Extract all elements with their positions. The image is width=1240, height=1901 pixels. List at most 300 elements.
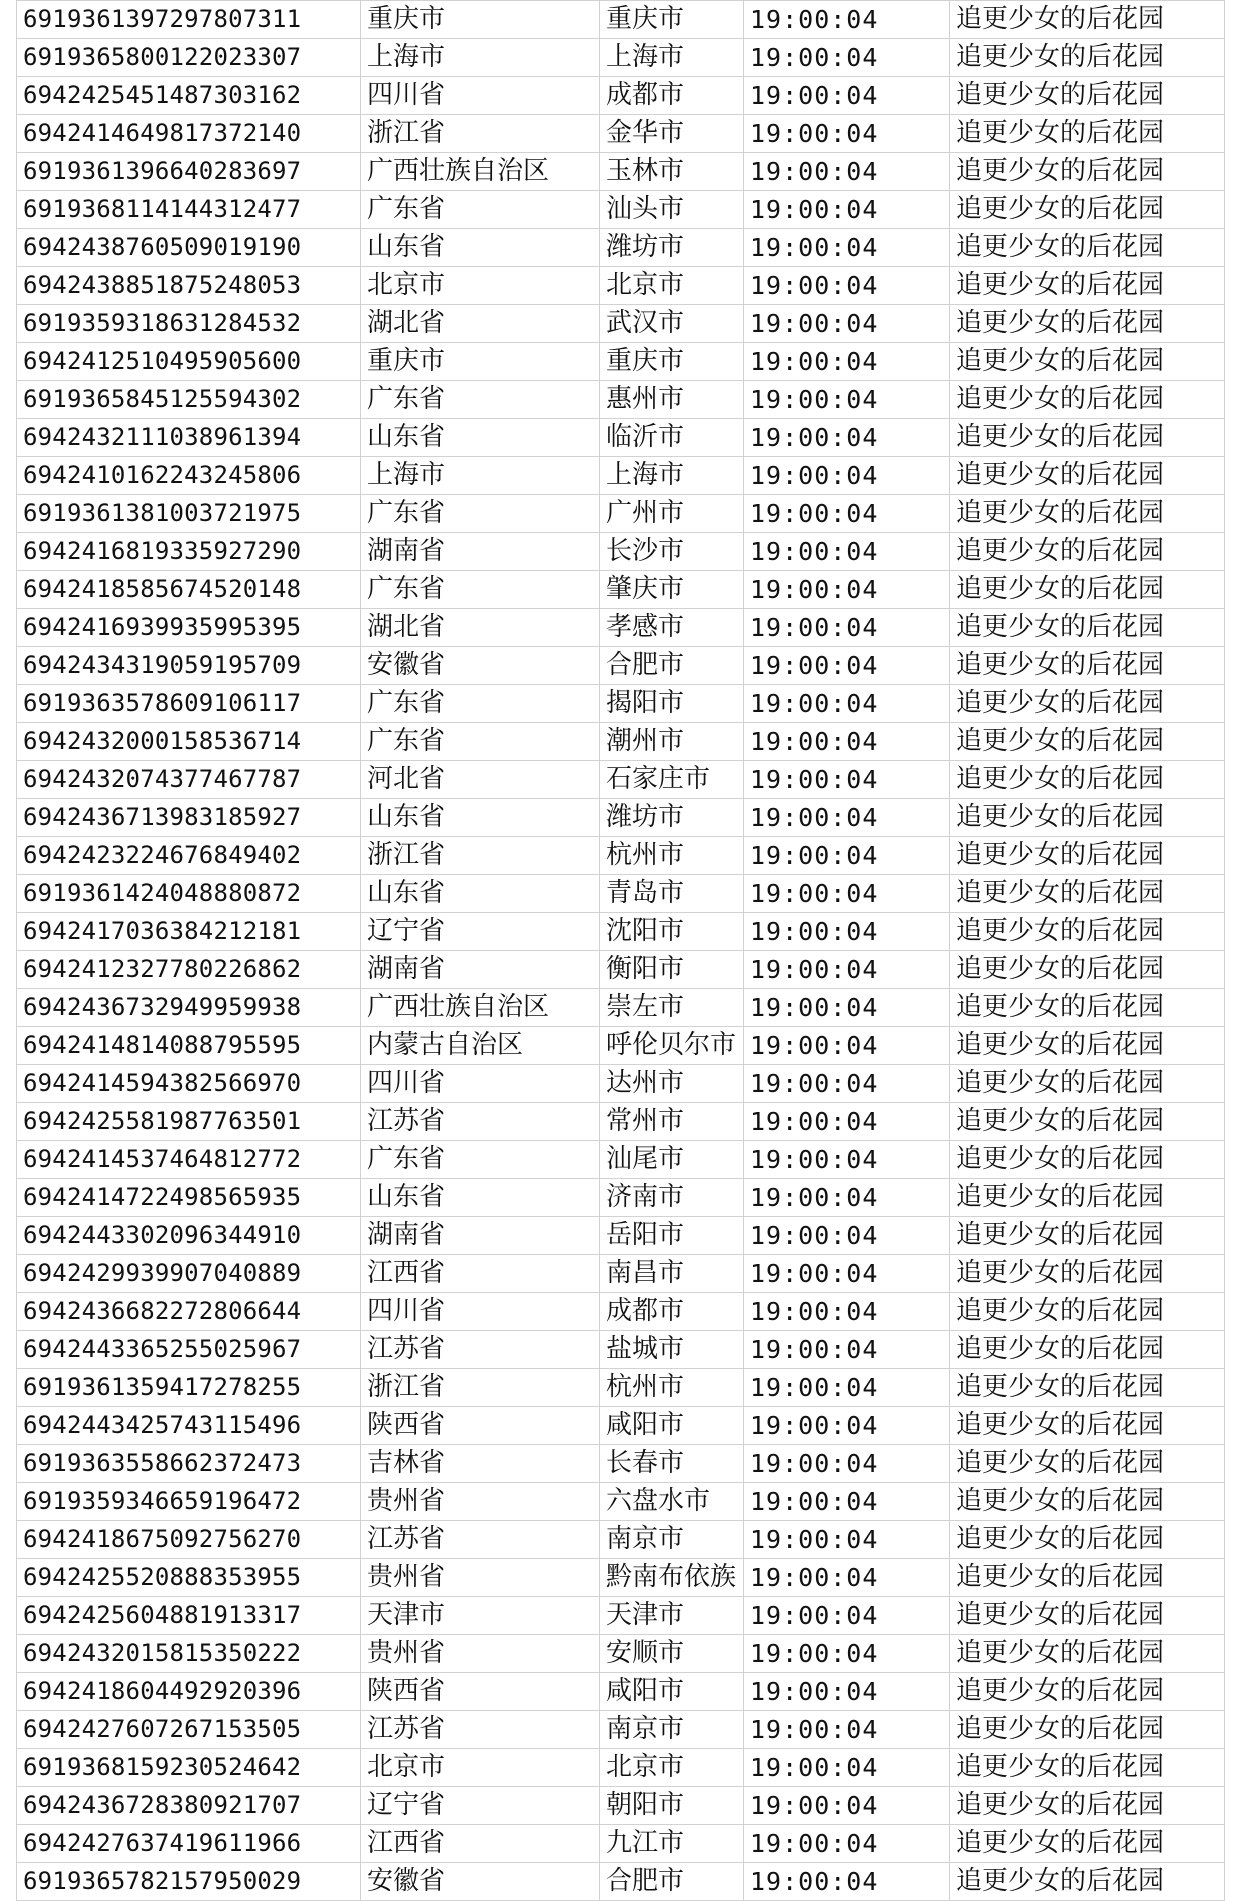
city-cell[interactable]: 南昌市 xyxy=(600,1255,744,1293)
table-row xyxy=(17,1217,1225,1255)
table-row xyxy=(17,191,1225,229)
name-cell[interactable]: 追更少女的后花园 xyxy=(950,1407,1225,1445)
province-cell[interactable]: 江西省 xyxy=(361,1255,600,1293)
city-cell[interactable]: 广州市 xyxy=(600,495,744,533)
name-cell[interactable]: 追更少女的后花园 xyxy=(950,1749,1225,1787)
id-cell[interactable]: 6942412327780226862 xyxy=(17,951,361,989)
time-cell[interactable]: 19:00:04 xyxy=(744,1749,950,1787)
city-cell[interactable]: 潍坊市 xyxy=(600,799,744,837)
time-cell[interactable]: 19:00:04 xyxy=(744,305,950,343)
city-cell[interactable]: 成都市 xyxy=(600,77,744,115)
time-cell[interactable]: 19:00:04 xyxy=(744,1635,950,1673)
city-cell[interactable]: 岳阳市 xyxy=(600,1217,744,1255)
table-row xyxy=(17,533,1225,571)
id-cell[interactable]: 6942410162243245806 xyxy=(17,457,361,495)
name-cell[interactable]: 追更少女的后花园 xyxy=(950,533,1225,571)
time-cell[interactable]: 19:00:04 xyxy=(744,1331,950,1369)
time-cell[interactable]: 19:00:04 xyxy=(744,1103,950,1141)
city-cell[interactable]: 咸阳市 xyxy=(600,1673,744,1711)
id-cell[interactable]: 6942425581987763501 xyxy=(17,1103,361,1141)
city-cell[interactable]: 长沙市 xyxy=(600,533,744,571)
time-cell[interactable]: 19:00:04 xyxy=(744,1141,950,1179)
time-cell[interactable]: 19:00:04 xyxy=(744,1597,950,1635)
table-row xyxy=(17,1027,1225,1065)
id-cell[interactable]: 6942416819335927290 xyxy=(17,533,361,571)
time-cell[interactable]: 19:00:04 xyxy=(744,571,950,609)
province-cell[interactable]: 湖北省 xyxy=(361,305,600,343)
id-cell[interactable]: 6942425604881913317 xyxy=(17,1597,361,1635)
province-cell[interactable]: 湖南省 xyxy=(361,951,600,989)
table-row xyxy=(17,1141,1225,1179)
id-cell[interactable]: 6942414537464812772 xyxy=(17,1141,361,1179)
province-cell[interactable]: 山东省 xyxy=(361,229,600,267)
time-cell[interactable]: 19:00:04 xyxy=(744,609,950,647)
id-cell[interactable]: 6919361424048880872 xyxy=(17,875,361,913)
id-cell[interactable]: 6942427607267153505 xyxy=(17,1711,361,1749)
province-cell[interactable]: 湖南省 xyxy=(361,1217,600,1255)
city-cell[interactable]: 北京市 xyxy=(600,267,744,305)
time-cell[interactable]: 19:00:04 xyxy=(744,343,950,381)
city-cell[interactable]: 重庆市 xyxy=(600,1,744,39)
id-cell[interactable]: 6919359346659196472 xyxy=(17,1483,361,1521)
id-cell[interactable]: 6942414814088795595 xyxy=(17,1027,361,1065)
id-cell[interactable]: 6942436728380921707 xyxy=(17,1787,361,1825)
name-cell[interactable]: 追更少女的后花园 xyxy=(950,115,1225,153)
province-cell[interactable]: 广东省 xyxy=(361,495,600,533)
table-body xyxy=(17,1,1225,1901)
city-cell[interactable]: 肇庆市 xyxy=(600,571,744,609)
id-cell[interactable]: 6942423224676849402 xyxy=(17,837,361,875)
name-cell[interactable]: 追更少女的后花园 xyxy=(950,1787,1225,1825)
id-cell[interactable]: 6942432015815350222 xyxy=(17,1635,361,1673)
name-cell[interactable]: 追更少女的后花园 xyxy=(950,1673,1225,1711)
province-cell[interactable]: 浙江省 xyxy=(361,115,600,153)
name-cell[interactable]: 追更少女的后花园 xyxy=(950,875,1225,913)
time-cell[interactable]: 19:00:04 xyxy=(744,457,950,495)
id-cell[interactable]: 6919368159230524642 xyxy=(17,1749,361,1787)
table-row xyxy=(17,1103,1225,1141)
province-cell[interactable]: 广东省 xyxy=(361,723,600,761)
city-cell[interactable]: 武汉市 xyxy=(600,305,744,343)
city-cell[interactable]: 朝阳市 xyxy=(600,1787,744,1825)
city-cell[interactable]: 安顺市 xyxy=(600,1635,744,1673)
name-cell[interactable]: 追更少女的后花园 xyxy=(950,723,1225,761)
name-cell[interactable]: 追更少女的后花园 xyxy=(950,1179,1225,1217)
id-cell[interactable]: 6942418675092756270 xyxy=(17,1521,361,1559)
province-cell[interactable]: 内蒙古自治区 xyxy=(361,1027,600,1065)
table-row xyxy=(17,267,1225,305)
table-row xyxy=(17,989,1225,1027)
city-cell[interactable]: 杭州市 xyxy=(600,837,744,875)
city-cell[interactable]: 孝感市 xyxy=(600,609,744,647)
province-cell[interactable]: 上海市 xyxy=(361,457,600,495)
name-cell[interactable]: 追更少女的后花园 xyxy=(950,1027,1225,1065)
time-cell[interactable]: 19:00:04 xyxy=(744,1217,950,1255)
table-row xyxy=(17,1787,1225,1825)
table-row xyxy=(17,305,1225,343)
time-cell[interactable]: 19:00:04 xyxy=(744,1825,950,1863)
province-cell[interactable]: 重庆市 xyxy=(361,343,600,381)
table-row xyxy=(17,609,1225,647)
id-cell[interactable]: 6919361381003721975 xyxy=(17,495,361,533)
city-cell[interactable]: 九江市 xyxy=(600,1825,744,1863)
time-cell[interactable]: 19:00:04 xyxy=(744,1673,950,1711)
name-cell[interactable]: 追更少女的后花园 xyxy=(950,381,1225,419)
name-cell[interactable]: 追更少女的后花园 xyxy=(950,609,1225,647)
province-cell[interactable]: 陕西省 xyxy=(361,1673,600,1711)
name-cell[interactable]: 追更少女的后花园 xyxy=(950,1141,1225,1179)
id-cell[interactable]: 6942416939935995395 xyxy=(17,609,361,647)
table-row xyxy=(17,153,1225,191)
name-cell[interactable]: 追更少女的后花园 xyxy=(950,837,1225,875)
time-cell[interactable]: 19:00:04 xyxy=(744,1521,950,1559)
table-row xyxy=(17,419,1225,457)
province-cell[interactable]: 广东省 xyxy=(361,381,600,419)
data-table xyxy=(16,0,1225,1901)
time-cell[interactable]: 19:00:04 xyxy=(744,419,950,457)
id-cell[interactable]: 6919361359417278255 xyxy=(17,1369,361,1407)
id-cell[interactable]: 6919361396640283697 xyxy=(17,153,361,191)
name-cell[interactable]: 追更少女的后花园 xyxy=(950,1711,1225,1749)
table-row xyxy=(17,685,1225,723)
city-cell[interactable]: 合肥市 xyxy=(600,647,744,685)
time-cell[interactable]: 19:00:04 xyxy=(744,191,950,229)
province-cell[interactable]: 四川省 xyxy=(361,1065,600,1103)
name-cell[interactable]: 追更少女的后花园 xyxy=(950,1369,1225,1407)
table-row xyxy=(17,1521,1225,1559)
table-row xyxy=(17,1331,1225,1369)
table-row xyxy=(17,837,1225,875)
province-cell[interactable]: 辽宁省 xyxy=(361,913,600,951)
table-row xyxy=(17,1635,1225,1673)
city-cell[interactable]: 杭州市 xyxy=(600,1369,744,1407)
province-cell[interactable]: 陕西省 xyxy=(361,1407,600,1445)
province-cell[interactable]: 北京市 xyxy=(361,1749,600,1787)
time-cell[interactable]: 19:00:04 xyxy=(744,1179,950,1217)
table-row xyxy=(17,1065,1225,1103)
time-cell[interactable]: 19:00:04 xyxy=(744,951,950,989)
id-cell[interactable]: 6942425451487303162 xyxy=(17,77,361,115)
table-row xyxy=(17,761,1225,799)
table-row xyxy=(17,1673,1225,1711)
name-cell[interactable]: 追更少女的后花园 xyxy=(950,761,1225,799)
name-cell[interactable]: 追更少女的后花园 xyxy=(950,1559,1225,1597)
table-row xyxy=(17,1559,1225,1597)
name-cell[interactable]: 追更少女的后花园 xyxy=(950,1521,1225,1559)
name-cell[interactable]: 追更少女的后花园 xyxy=(950,305,1225,343)
city-cell[interactable]: 呼伦贝尔市 xyxy=(600,1027,744,1065)
table-row xyxy=(17,1255,1225,1293)
time-cell[interactable]: 19:00:04 xyxy=(744,989,950,1027)
province-cell[interactable]: 北京市 xyxy=(361,267,600,305)
time-cell[interactable]: 19:00:04 xyxy=(744,1293,950,1331)
id-cell[interactable]: 6942432074377467787 xyxy=(17,761,361,799)
city-cell[interactable]: 潮州市 xyxy=(600,723,744,761)
id-cell[interactable]: 6942414649817372140 xyxy=(17,115,361,153)
time-cell[interactable]: 19:00:04 xyxy=(744,1369,950,1407)
id-cell[interactable]: 6919359318631284532 xyxy=(17,305,361,343)
city-cell[interactable]: 衡阳市 xyxy=(600,951,744,989)
time-cell[interactable]: 19:00:04 xyxy=(744,799,950,837)
table-row xyxy=(17,951,1225,989)
province-cell[interactable]: 江苏省 xyxy=(361,1331,600,1369)
id-cell[interactable]: 6919365800122023307 xyxy=(17,39,361,77)
time-cell[interactable]: 19:00:04 xyxy=(744,533,950,571)
table-row xyxy=(17,913,1225,951)
table-row xyxy=(17,1749,1225,1787)
name-cell[interactable]: 追更少女的后花园 xyxy=(950,799,1225,837)
id-cell[interactable]: 6942414722498565935 xyxy=(17,1179,361,1217)
time-cell[interactable]: 19:00:04 xyxy=(744,115,950,153)
city-cell[interactable]: 汕尾市 xyxy=(600,1141,744,1179)
id-cell[interactable]: 6942443302096344910 xyxy=(17,1217,361,1255)
name-cell[interactable]: 追更少女的后花园 xyxy=(950,1,1225,39)
table-row xyxy=(17,1863,1225,1901)
time-cell[interactable]: 19:00:04 xyxy=(744,1027,950,1065)
name-cell[interactable]: 追更少女的后花园 xyxy=(950,39,1225,77)
city-cell[interactable]: 咸阳市 xyxy=(600,1407,744,1445)
id-cell[interactable]: 6942443425743115496 xyxy=(17,1407,361,1445)
table-row xyxy=(17,1483,1225,1521)
province-cell[interactable]: 重庆市 xyxy=(361,1,600,39)
time-cell[interactable]: 19:00:04 xyxy=(744,761,950,799)
city-cell[interactable]: 惠州市 xyxy=(600,381,744,419)
table-row xyxy=(17,1369,1225,1407)
province-cell[interactable]: 四川省 xyxy=(361,1293,600,1331)
name-cell[interactable]: 追更少女的后花园 xyxy=(950,1635,1225,1673)
time-cell[interactable]: 19:00:04 xyxy=(744,39,950,77)
province-cell[interactable]: 贵州省 xyxy=(361,1635,600,1673)
city-cell[interactable]: 黔南布依族 xyxy=(600,1559,744,1597)
name-cell[interactable]: 追更少女的后花园 xyxy=(950,647,1225,685)
id-cell[interactable]: 6942438760509019190 xyxy=(17,229,361,267)
city-cell[interactable]: 盐城市 xyxy=(600,1331,744,1369)
province-cell[interactable]: 广东省 xyxy=(361,685,600,723)
name-cell[interactable]: 追更少女的后花园 xyxy=(950,1825,1225,1863)
province-cell[interactable]: 湖北省 xyxy=(361,609,600,647)
table-row xyxy=(17,1445,1225,1483)
city-cell[interactable]: 六盘水市 xyxy=(600,1483,744,1521)
name-cell[interactable]: 追更少女的后花园 xyxy=(950,191,1225,229)
city-cell[interactable]: 成都市 xyxy=(600,1293,744,1331)
id-cell[interactable]: 6942436732949959938 xyxy=(17,989,361,1027)
table-row xyxy=(17,799,1225,837)
time-cell[interactable]: 19:00:04 xyxy=(744,647,950,685)
city-cell[interactable]: 上海市 xyxy=(600,457,744,495)
city-cell[interactable]: 崇左市 xyxy=(600,989,744,1027)
city-cell[interactable]: 上海市 xyxy=(600,39,744,77)
time-cell[interactable]: 19:00:04 xyxy=(744,1065,950,1103)
province-cell[interactable]: 江苏省 xyxy=(361,1103,600,1141)
table-row xyxy=(17,1597,1225,1635)
province-cell[interactable]: 浙江省 xyxy=(361,837,600,875)
id-cell[interactable]: 6942436713983185927 xyxy=(17,799,361,837)
city-cell[interactable]: 玉林市 xyxy=(600,153,744,191)
id-cell[interactable]: 6919361397297807311 xyxy=(17,1,361,39)
name-cell[interactable]: 追更少女的后花园 xyxy=(950,1483,1225,1521)
table-row xyxy=(17,1711,1225,1749)
table-row xyxy=(17,115,1225,153)
table-row xyxy=(17,343,1225,381)
name-cell[interactable]: 追更少女的后花园 xyxy=(950,1445,1225,1483)
name-cell[interactable]: 追更少女的后花园 xyxy=(950,685,1225,723)
time-cell[interactable]: 19:00:04 xyxy=(744,1559,950,1597)
name-cell[interactable]: 追更少女的后花园 xyxy=(950,1103,1225,1141)
id-cell[interactable]: 6942443365255025967 xyxy=(17,1331,361,1369)
city-cell[interactable]: 南京市 xyxy=(600,1521,744,1559)
name-cell[interactable]: 追更少女的后花园 xyxy=(950,1255,1225,1293)
table-row xyxy=(17,723,1225,761)
time-cell[interactable]: 19:00:04 xyxy=(744,1787,950,1825)
id-cell[interactable]: 6942436682272806644 xyxy=(17,1293,361,1331)
time-cell[interactable]: 19:00:04 xyxy=(744,1863,950,1901)
table-row xyxy=(17,1407,1225,1445)
name-cell[interactable]: 追更少女的后花园 xyxy=(950,419,1225,457)
id-cell[interactable]: 6919365845125594302 xyxy=(17,381,361,419)
id-cell[interactable]: 6942427637419611966 xyxy=(17,1825,361,1863)
id-cell[interactable]: 6942434319059195709 xyxy=(17,647,361,685)
time-cell[interactable]: 19:00:04 xyxy=(744,495,950,533)
time-cell[interactable]: 19:00:04 xyxy=(744,1711,950,1749)
name-cell[interactable]: 追更少女的后花园 xyxy=(950,1065,1225,1103)
table-row xyxy=(17,875,1225,913)
time-cell[interactable]: 19:00:04 xyxy=(744,267,950,305)
city-cell[interactable]: 金华市 xyxy=(600,115,744,153)
city-cell[interactable]: 重庆市 xyxy=(600,343,744,381)
name-cell[interactable]: 追更少女的后花园 xyxy=(950,571,1225,609)
table-row xyxy=(17,1293,1225,1331)
time-cell[interactable]: 19:00:04 xyxy=(744,1445,950,1483)
province-cell[interactable]: 江苏省 xyxy=(361,1711,600,1749)
id-cell[interactable]: 6942425520888353955 xyxy=(17,1559,361,1597)
name-cell[interactable]: 追更少女的后花园 xyxy=(950,1597,1225,1635)
table-row xyxy=(17,1,1225,39)
name-cell[interactable]: 追更少女的后花园 xyxy=(950,457,1225,495)
province-cell[interactable]: 山东省 xyxy=(361,875,600,913)
name-cell[interactable]: 追更少女的后花园 xyxy=(950,989,1225,1027)
id-cell[interactable]: 6942429939907040889 xyxy=(17,1255,361,1293)
name-cell[interactable]: 追更少女的后花园 xyxy=(950,1863,1225,1901)
province-cell[interactable]: 山东省 xyxy=(361,799,600,837)
city-cell[interactable]: 合肥市 xyxy=(600,1863,744,1901)
name-cell[interactable]: 追更少女的后花园 xyxy=(950,495,1225,533)
province-cell[interactable]: 贵州省 xyxy=(361,1483,600,1521)
province-cell[interactable]: 浙江省 xyxy=(361,1369,600,1407)
time-cell[interactable]: 19:00:04 xyxy=(744,1,950,39)
time-cell[interactable]: 19:00:04 xyxy=(744,153,950,191)
time-cell[interactable]: 19:00:04 xyxy=(744,381,950,419)
province-cell[interactable]: 广东省 xyxy=(361,191,600,229)
id-cell[interactable]: 6919365782157950029 xyxy=(17,1863,361,1901)
time-cell[interactable]: 19:00:04 xyxy=(744,229,950,267)
table-row xyxy=(17,229,1225,267)
name-cell[interactable]: 追更少女的后花园 xyxy=(950,913,1225,951)
time-cell[interactable]: 19:00:04 xyxy=(744,913,950,951)
city-cell[interactable]: 常州市 xyxy=(600,1103,744,1141)
time-cell[interactable]: 19:00:04 xyxy=(744,1483,950,1521)
province-cell[interactable]: 广西壮族自治区 xyxy=(361,989,600,1027)
city-cell[interactable]: 天津市 xyxy=(600,1597,744,1635)
table-row xyxy=(17,39,1225,77)
city-cell[interactable]: 汕头市 xyxy=(600,191,744,229)
province-cell[interactable]: 山东省 xyxy=(361,419,600,457)
name-cell[interactable]: 追更少女的后花园 xyxy=(950,1217,1225,1255)
city-cell[interactable]: 沈阳市 xyxy=(600,913,744,951)
city-cell[interactable]: 石家庄市 xyxy=(600,761,744,799)
province-cell[interactable]: 贵州省 xyxy=(361,1559,600,1597)
name-cell[interactable]: 追更少女的后花园 xyxy=(950,229,1225,267)
table-row xyxy=(17,1179,1225,1217)
province-cell[interactable]: 江西省 xyxy=(361,1825,600,1863)
province-cell[interactable]: 广西壮族自治区 xyxy=(361,153,600,191)
table-row xyxy=(17,647,1225,685)
id-cell[interactable]: 6942414594382566970 xyxy=(17,1065,361,1103)
time-cell[interactable]: 19:00:04 xyxy=(744,837,950,875)
time-cell[interactable]: 19:00:04 xyxy=(744,77,950,115)
time-cell[interactable]: 19:00:04 xyxy=(744,685,950,723)
table-row xyxy=(17,77,1225,115)
id-cell[interactable]: 6942418585674520148 xyxy=(17,571,361,609)
id-cell[interactable]: 6919368114144312477 xyxy=(17,191,361,229)
city-cell[interactable]: 达州市 xyxy=(600,1065,744,1103)
province-cell[interactable]: 上海市 xyxy=(361,39,600,77)
province-cell[interactable]: 辽宁省 xyxy=(361,1787,600,1825)
time-cell[interactable]: 19:00:04 xyxy=(744,723,950,761)
name-cell[interactable]: 追更少女的后花园 xyxy=(950,1331,1225,1369)
province-cell[interactable]: 四川省 xyxy=(361,77,600,115)
table-row xyxy=(17,1825,1225,1863)
province-cell[interactable]: 安徽省 xyxy=(361,1863,600,1901)
name-cell[interactable]: 追更少女的后花园 xyxy=(950,343,1225,381)
province-cell[interactable]: 湖南省 xyxy=(361,533,600,571)
id-cell[interactable]: 6942418604492920396 xyxy=(17,1673,361,1711)
name-cell[interactable]: 追更少女的后花园 xyxy=(950,77,1225,115)
table-row xyxy=(17,457,1225,495)
name-cell[interactable]: 追更少女的后花园 xyxy=(950,951,1225,989)
time-cell[interactable]: 19:00:04 xyxy=(744,875,950,913)
id-cell[interactable]: 6919363558662372473 xyxy=(17,1445,361,1483)
id-cell[interactable]: 6942432111038961394 xyxy=(17,419,361,457)
time-cell[interactable]: 19:00:04 xyxy=(744,1407,950,1445)
city-cell[interactable]: 长春市 xyxy=(600,1445,744,1483)
province-cell[interactable]: 广东省 xyxy=(361,571,600,609)
province-cell[interactable]: 吉林省 xyxy=(361,1445,600,1483)
table-row xyxy=(17,571,1225,609)
province-cell[interactable]: 河北省 xyxy=(361,761,600,799)
province-cell[interactable]: 天津市 xyxy=(361,1597,600,1635)
id-cell[interactable]: 6942417036384212181 xyxy=(17,913,361,951)
province-cell[interactable]: 广东省 xyxy=(361,1141,600,1179)
name-cell[interactable]: 追更少女的后花园 xyxy=(950,153,1225,191)
name-cell[interactable]: 追更少女的后花园 xyxy=(950,267,1225,305)
city-cell[interactable]: 临沂市 xyxy=(600,419,744,457)
city-cell[interactable]: 南京市 xyxy=(600,1711,744,1749)
city-cell[interactable]: 北京市 xyxy=(600,1749,744,1787)
city-cell[interactable]: 潍坊市 xyxy=(600,229,744,267)
name-cell[interactable]: 追更少女的后花园 xyxy=(950,1293,1225,1331)
id-cell[interactable]: 6942412510495905600 xyxy=(17,343,361,381)
province-cell[interactable]: 安徽省 xyxy=(361,647,600,685)
id-cell[interactable]: 6942432000158536714 xyxy=(17,723,361,761)
province-cell[interactable]: 江苏省 xyxy=(361,1521,600,1559)
id-cell[interactable]: 6942438851875248053 xyxy=(17,267,361,305)
province-cell[interactable]: 山东省 xyxy=(361,1179,600,1217)
city-cell[interactable]: 揭阳市 xyxy=(600,685,744,723)
time-cell[interactable]: 19:00:04 xyxy=(744,1255,950,1293)
city-cell[interactable]: 济南市 xyxy=(600,1179,744,1217)
city-cell[interactable]: 青岛市 xyxy=(600,875,744,913)
id-cell[interactable]: 6919363578609106117 xyxy=(17,685,361,723)
